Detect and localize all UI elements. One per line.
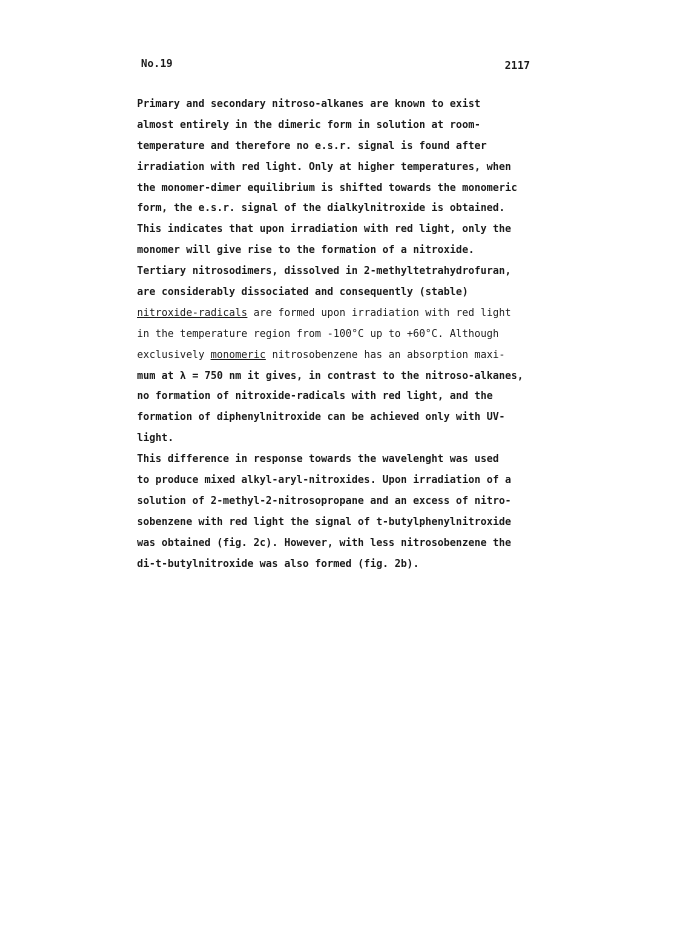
text-line: Tertiary nitrosodimers, dissolved in 2-methyltetrahydrofuran,: [137, 266, 512, 278]
text-line: temperature and therefore no e.s.r. signal is found after: [137, 140, 487, 152]
body-text: [137, 95, 547, 575]
text-line: to produce mixed alkyl-aryl-nitroxides. Upon irradiation of a: [137, 475, 512, 487]
text-line: are considerably dissociated and consequently (stable): [137, 287, 469, 299]
text-line: [137, 304, 547, 325]
text-line: mum at λ = 750 nm it gives, in contrast to the nitroso-alkanes,: [137, 370, 524, 382]
underlined-term: nitroxide-radicals: [137, 307, 248, 319]
text-line: sobenzene with red light the signal of t-butylphenylnitroxide: [137, 516, 512, 528]
text-line: formation of diphenylnitroxide can be achieved only with UV-: [137, 412, 506, 424]
running-header: [141, 58, 530, 72]
text-line: solution of 2-methyl-2-nitrosopropane and an excess of nitro-: [137, 495, 512, 507]
text-line: in the temperature region from -100°C up to +60°C. Although: [137, 328, 499, 340]
journal-issue: No.19: [141, 58, 173, 70]
text-line: was obtained (fig. 2c). However, with less nitrosobenzene the: [137, 537, 512, 549]
text-line: This difference in response towards the wavelenght was used: [137, 454, 499, 466]
text-line: no formation of nitroxide-radicals with red light, and the: [137, 391, 493, 403]
text-fragment: are formed upon irradiation with red light: [247, 307, 512, 319]
page-number: 2117: [504, 60, 530, 72]
underlined-term: monomeric: [210, 349, 266, 361]
text-fragment: nitrosobenzene has an absorption maxi-: [265, 349, 506, 361]
text-line: di-t-butylnitroxide was also formed (fig. 2b).: [137, 558, 420, 570]
text-line: light.: [137, 433, 174, 445]
text-fragment: exclusively: [137, 349, 211, 361]
paragraph-2: [137, 450, 547, 575]
text-line: This indicates that upon irradiation with red light, only the: [137, 224, 512, 236]
text-line: almost entirely in the dimeric form in solution at room-: [137, 119, 481, 131]
text-line: monomer will give rise to the formation of a nitroxide.: [137, 245, 475, 257]
text-line: form, the e.s.r. signal of the dialkylnitroxide is obtained.: [137, 203, 506, 215]
text-line: the monomer-dimer equilibrium is shifted towards the monomeric: [137, 182, 518, 194]
text-line: [137, 346, 547, 367]
text-line: irradiation with red light. Only at higher temperatures, when: [137, 161, 512, 173]
text-line: Primary and secondary nitroso-alkanes are known to exist: [137, 99, 481, 110]
paragraph-1: [137, 95, 547, 450]
